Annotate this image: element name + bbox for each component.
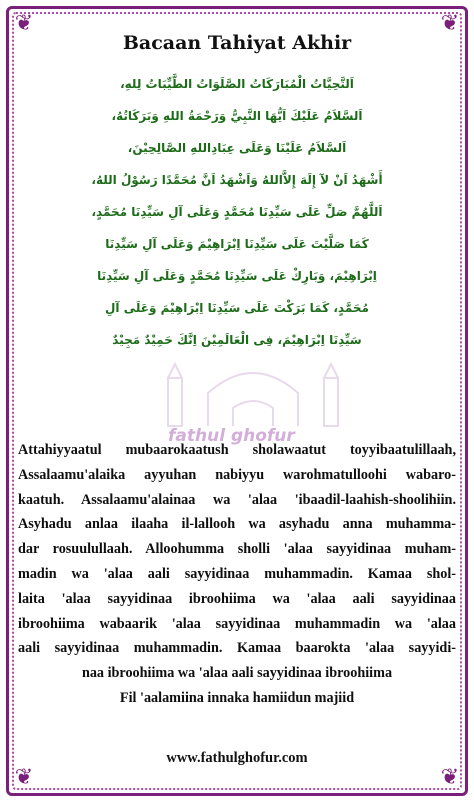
- corner-ornament-icon: ❦: [14, 11, 34, 36]
- arabic-line: اَللَّهُمَّ صَلِّ عَلَى سَيِّدِنَا مُحَمَّدٍ وَعَلَى آلِ سَيِّدِنَا مُحَمَّدٍ،: [91, 205, 383, 219]
- transliteration-line: ibroohiima wabaarik 'alaa sayyidinaa muhammadin wa 'alaa: [18, 615, 456, 632]
- transliteration-line: dar rosuulullaah. Alloohumma sholli 'alaa sayyidinaa muham-: [18, 541, 456, 558]
- mosque-watermark-icon: [148, 358, 358, 428]
- transliteration-line: laita 'alaa sayyidinaa ibroohiima wa 'alaa aali sayyidinaa: [18, 590, 456, 607]
- transliteration-line: aali sayyidinaa muhammadin. Kamaa baarokta 'alaa sayyidi-: [18, 640, 456, 657]
- transliteration-block: [18, 438, 456, 711]
- page-title: Bacaan Tahiyat Akhir: [122, 32, 352, 54]
- arabic-line: اَلتَّحِيَّاتُ الْمُبَارَكَاتُ الصَّلَوَاتُ الطَّيِّبَاتُ لِلهِ،: [120, 77, 354, 91]
- arabic-line: اَلسَّلاَمُ عَلَيْكَ اَيُّهَا النَّبِيُّ وَرَحْمَةُ اللهِ وَبَرَكَاتُهُ،: [111, 109, 363, 123]
- content-panel: [18, 28, 456, 768]
- transliteration-line: naa ibroohiima wa 'alaa aali sayyidinaa ibroohiima: [81, 665, 393, 682]
- transliteration-line: Assalaamu'alaika ayyuhan nabiyyu warohmatulloohi wabaro-: [18, 466, 456, 483]
- website-link[interactable]: www.fathulghofur.com: [166, 750, 308, 766]
- transliteration-line: madin wa 'alaa aali sayyidinaa muhammadin. Kamaa shol-: [18, 565, 456, 582]
- arabic-line: اِبْرَاهِيْمَ، وَبَارِكْ عَلَى سَيِّدِنَا مُحَمَّدٍ وَعَلَى آلِ سَيِّدِنَا: [97, 269, 377, 283]
- arabic-line: سَيِّدِنَا اِبْرَاهِيْمَ، فِى الْعَالَمِيْنَ اِنَّكَ حَمِيْدٌ مَجِيْدٌ: [112, 333, 362, 347]
- arabic-line: اَلسَّلاَمُ عَلَيْنَا وَعَلَى عِبَادِاللهِ الصَّالِحِيْنَ،: [127, 141, 347, 155]
- corner-ornament-icon: ❦: [14, 765, 34, 790]
- arabic-line: كَمَا صَلَّيْتَ عَلَى سَيِّدِنَا اِبْرَاهِيْمَ وَعَلَى آلِ سَيِّدِنَا: [105, 237, 369, 251]
- arabic-line: مُحَمَّدٍ، كَمَا بَرَكْتَ عَلَى سَيِّدِنَا اِبْرَاهِيْمَ وَعَلَى آلِ: [105, 301, 369, 315]
- corner-ornament-icon: ❦: [440, 11, 460, 36]
- watermark-text: fathul ghofur: [168, 426, 295, 446]
- transliteration-line: Attahiyyaatul mubaarokaatush sholawaatut toyyibaatulillaah,: [18, 442, 456, 458]
- arabic-line: أَشْهَدُ اَنْ لآ إِلَهَ إِلاَّاللهُ وَاَشْهَدُ اَنَّ مُحَمَّدًا رَسُوْلُ اللهُ،: [91, 173, 383, 187]
- transliteration-line: kaatuh. Assalaamu'alainaa wa 'alaa 'ibaadil-laahish-shoolihiin.: [18, 491, 456, 508]
- transliteration-line: Asyhadu anlaa ilaaha il-lallooh wa asyhadu anna muhamma-: [18, 516, 456, 533]
- transliteration-line: Fil 'aalamiina innaka hamiidun majiid: [119, 689, 355, 706]
- corner-ornament-icon: ❦: [440, 765, 460, 790]
